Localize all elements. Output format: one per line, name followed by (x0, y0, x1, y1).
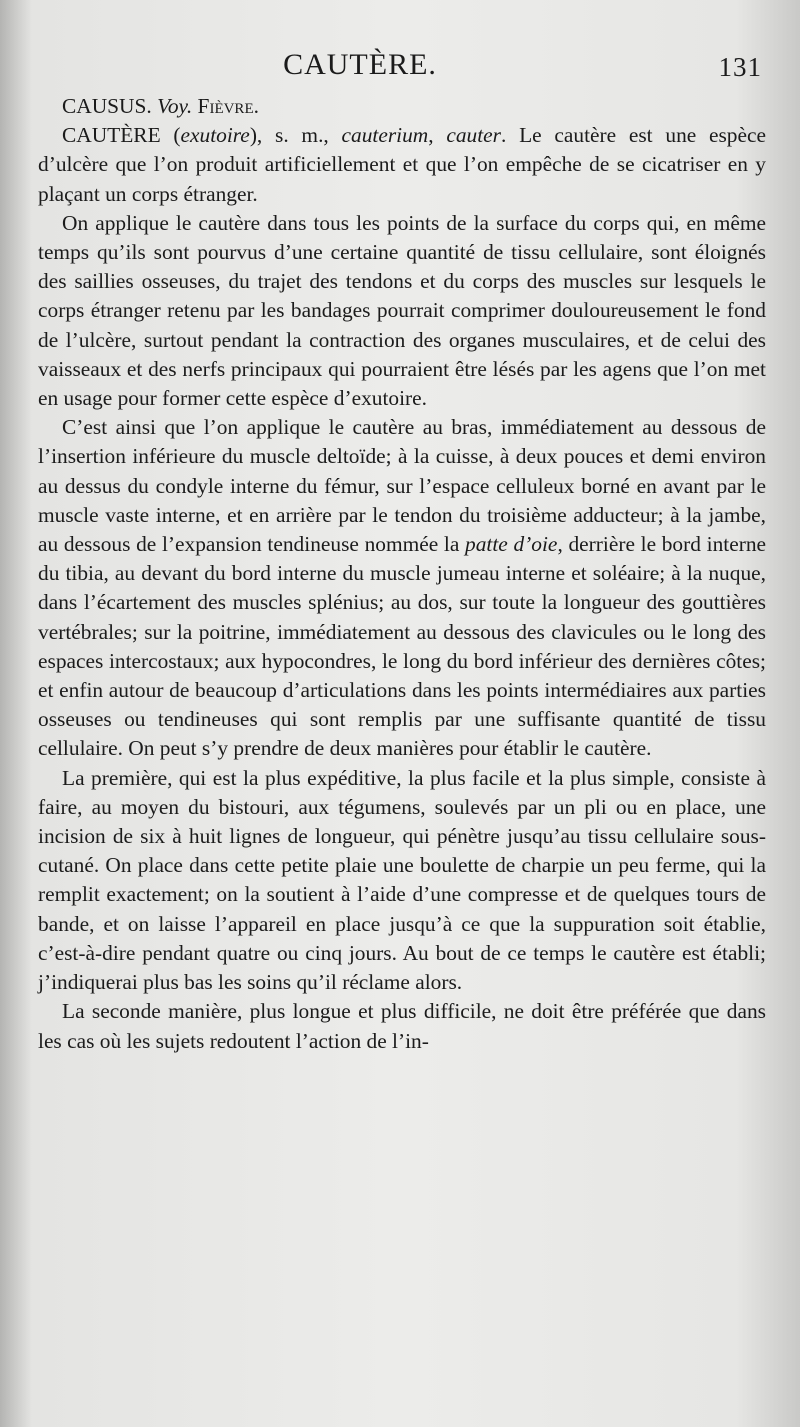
headword: CAUTÈRE (62, 123, 161, 148)
headword: CAUSUS. (62, 94, 152, 118)
synonym: exutoire (180, 123, 250, 148)
running-title: CAUTÈRE. (283, 48, 437, 81)
grammar: ), s. m., (249, 123, 342, 148)
punctuation: , (428, 123, 447, 148)
cross-reference-label: Voy. (157, 94, 193, 118)
entry-cautere (38, 121, 766, 209)
italic-term: patte d’oie (465, 532, 558, 557)
paragraph-second-method: La seconde manière, plus longue et plus difficile, ne doit être préférée que dans les cas où les sujets redoutent l’action de l’in- (38, 999, 766, 1053)
punctuation: ( (160, 123, 181, 148)
paragraph-text: C’est ainsi que l’on applique le cautère au bras, immédiatement au dessous de l’insertion inférieure du muscle deltoïde; à la cuisse, à deux pouces et demi environ au dessus du condyle interne du fémur, sur l’espace celluleux borné en avant par le muscle vaste interne, et en arrière par le tendon du troisième adducteur; à la jambe, au dessous de l’expansion tendineuse nommée la (38, 415, 766, 557)
paragraph-text: , derrière le bord interne du tibia, au devant du bord interne du muscle jumeau interne et soléaire; à la nuque, dans l’écartement des muscles splénius; au dos, sur toute la longueur des gouttières vertébrales; sur la poitrine, immédiatement au dessous des clavicules ou le long des espaces intercostaux; aux hypocondres, le long du bord inférieur des dernières côtes; et enfin autour de beaucoup d’articulations dans les points intermédiaires aux parties osseuses ou tendineuses qui sont remplis par une suffisante quantité de tissu cellulaire. On peut s’y prendre de deux manières pour établir le cautère. (38, 532, 767, 761)
latin-term: cauterium (341, 123, 429, 148)
page-number: 131 (718, 52, 762, 82)
page-header (0, 48, 800, 92)
paragraph-locations (38, 413, 766, 763)
paragraph-first-method: La première, qui est la plus expéditive, la plus facile et la plus simple, consiste à faire, au moyen du bistouri, aux tégumens, soulevés par un pli ou en place, une incision de six à huit lignes de longueur, qui pénètre jusqu’au tissu cellulaire sous-cutané. On place dans cette petite plaie une boulette de charpie un peu ferme, qui la remplit exactement; on la soutient à l’aide d’une compresse et de quelques tours de bande, et on laisse l’appareil en place jusqu’à ce que la suppuration soit établie, c’est-à-dire pendant quatre ou cinq jours. Au bout de ce temps le cautère est établi; j’indiquerai plus bas les soins qu’il réclame alors. (38, 765, 766, 995)
page-body (38, 92, 766, 1056)
paragraph-application-sites: On applique le cautère dans tous les points de la surface du corps qui, en même temps qu’ils sont pourvus d’une certaine quantité de tissu cellulaire, sont éloignés des saillies osseuses, du trajet des tendons et du corps des muscles sur lesquels le corps étranger retenu par les bandages pourrait comprimer douloureusement le fond de l’ulcère, surtout pendant la contraction des organes musculaires, et de celui des vaisseaux et des nerfs principaux qui pourraient être lésés par les agens que l’on met en usage pour former cette espèce d’exutoire. (38, 210, 766, 411)
entry-causus (38, 92, 766, 121)
latin-term-short: cauter (446, 123, 501, 148)
cross-reference-target: Fièvre. (197, 94, 259, 118)
definition: . Le cautère est une espèce d’ulcère que l’on produit artificiellement et que l’on empêche de se cicatriser en y plaçant un corps étranger. (38, 123, 766, 206)
